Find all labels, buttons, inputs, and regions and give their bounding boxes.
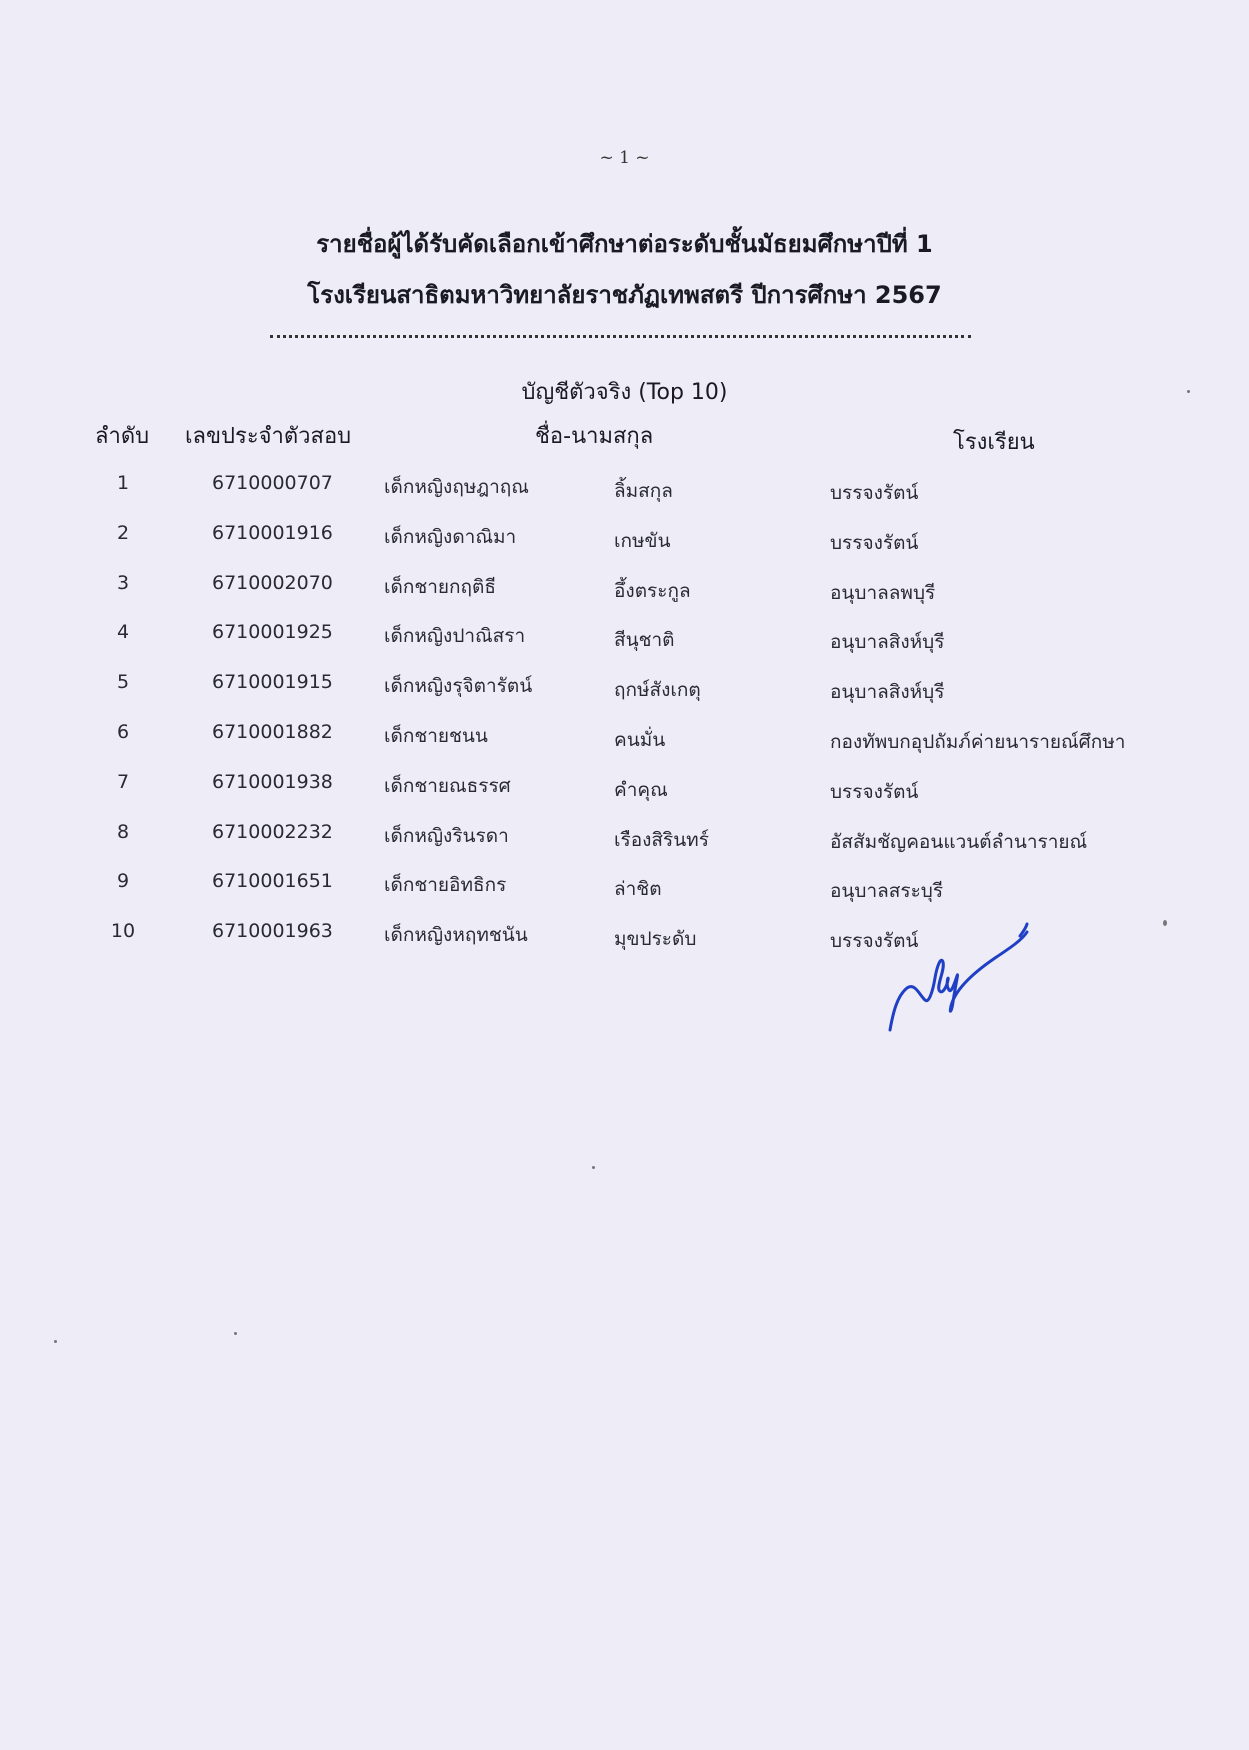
table-row — [0, 767, 1249, 817]
paper-speck — [54, 1340, 57, 1343]
cell-exam-id: 6710001925 — [212, 621, 333, 644]
table-row — [0, 916, 1249, 966]
header-name: ชื่อ-นามสกุล — [535, 424, 654, 449]
cell-rank: 4 — [116, 621, 130, 644]
table-row — [0, 817, 1249, 867]
paper-speck — [592, 1166, 595, 1169]
table-row — [0, 518, 1249, 568]
results-table — [0, 468, 1249, 966]
cell-school: บรรจงรัตน์ — [830, 780, 919, 803]
cell-first-name: เด็กชายอิทธิกร — [384, 874, 507, 897]
cell-first-name: เด็กหญิงรินรดา — [384, 824, 509, 847]
cell-exam-id: 6710001651 — [212, 870, 333, 893]
cell-first-name: เด็กหญิงหฤทชนัน — [384, 924, 528, 947]
cell-last-name: มุขประดับ — [614, 928, 697, 951]
cell-school: อัสสัมชัญคอนแวนต์ลำนารายณ์ — [830, 830, 1088, 853]
cell-school: อนุบาลสระบุรี — [830, 880, 944, 903]
cell-rank: 1 — [116, 472, 130, 494]
cell-exam-id: 6710002070 — [212, 571, 333, 594]
cell-last-name: ล่าชิต — [614, 878, 662, 901]
cell-last-name: สีนุชาติ — [614, 629, 675, 652]
cell-rank: 3 — [116, 571, 130, 594]
table-row — [0, 717, 1249, 767]
cell-school: บรรจงรัตน์ — [830, 482, 919, 504]
cell-last-name: ฤกษ์สังเกตุ — [614, 679, 701, 702]
cell-exam-id: 6710002232 — [212, 820, 333, 843]
cell-last-name: เกษขัน — [614, 529, 671, 552]
cell-last-name: คำคุณ — [614, 778, 668, 801]
cell-school: อนุบาลสิงห์บุรี — [830, 681, 945, 704]
cell-school: อนุบาลสิงห์บุรี — [830, 631, 945, 654]
cell-first-name: เด็กชายกฤติธี — [384, 575, 496, 598]
cell-rank: 9 — [116, 870, 130, 893]
paper-speck — [234, 1332, 237, 1335]
cell-rank: 10 — [110, 920, 136, 943]
table-row — [0, 617, 1249, 667]
cell-last-name: เรืองสิรินทร์ — [614, 828, 709, 851]
cell-rank: 8 — [116, 820, 130, 843]
cell-exam-id: 6710001963 — [212, 920, 333, 943]
cell-rank: 7 — [116, 770, 130, 793]
header-exam-id: เลขประจำตัวสอบ — [185, 424, 352, 449]
cell-exam-id: 6710001938 — [212, 770, 333, 793]
cell-last-name: อึ้งตระกูล — [614, 579, 691, 602]
table-row — [0, 667, 1249, 717]
cell-school: กองทัพบกอุปถัมภ์ค่ายนารายณ์ศึกษา — [830, 730, 1126, 753]
dotted-divider — [270, 335, 971, 338]
cell-exam-id: 6710001916 — [212, 521, 333, 544]
cell-first-name: เด็กชายชนน — [384, 724, 488, 747]
cell-school: บรรจงรัตน์ — [830, 930, 919, 953]
document-title-line1: รายชื่อผู้ได้รับคัดเลือกเข้าศึกษาต่อระดับชั้นมัธยมศึกษาปีที่ 1 — [316, 230, 933, 258]
header-rank: ลำดับ — [95, 424, 150, 449]
cell-first-name: เด็กหญิงดาณิมา — [384, 525, 517, 548]
cell-rank: 5 — [116, 671, 130, 694]
cell-school: บรรจงรัตน์ — [830, 531, 919, 554]
paper-speck — [1187, 390, 1190, 393]
cell-first-name: เด็กหญิงฤษฎาฤณ — [384, 476, 529, 498]
cell-exam-id: 6710000707 — [212, 472, 333, 494]
cell-exam-id: 6710001882 — [212, 720, 333, 743]
cell-rank: 2 — [116, 521, 130, 544]
cell-rank: 6 — [116, 720, 130, 743]
cell-school: อนุบาลลพบุรี — [830, 581, 936, 604]
table-row — [0, 866, 1249, 916]
header-school: โรงเรียน — [953, 430, 1035, 455]
page-number: ~ 1 ~ — [599, 148, 650, 168]
list-subtitle: บัญชีตัวจริง (Top 10) — [521, 380, 728, 405]
table-row — [0, 568, 1249, 618]
document-title-line2: โรงเรียนสาธิตมหาวิทยาลัยราชภัฏเทพสตรี ปีการศึกษา 2567 — [307, 281, 942, 309]
cell-last-name: คนมั่น — [614, 728, 666, 751]
table-row — [0, 468, 1249, 518]
cell-first-name: เด็กหญิงปาณิสรา — [384, 625, 526, 648]
paper-speck — [1163, 920, 1167, 926]
cell-last-name: ลิ้มสกุล — [614, 480, 673, 502]
handwritten-signature — [885, 918, 1030, 1033]
cell-first-name: เด็กชายณธรรศ — [384, 774, 511, 797]
cell-first-name: เด็กหญิงรุจิตารัตน์ — [384, 675, 533, 698]
cell-exam-id: 6710001915 — [212, 671, 333, 694]
